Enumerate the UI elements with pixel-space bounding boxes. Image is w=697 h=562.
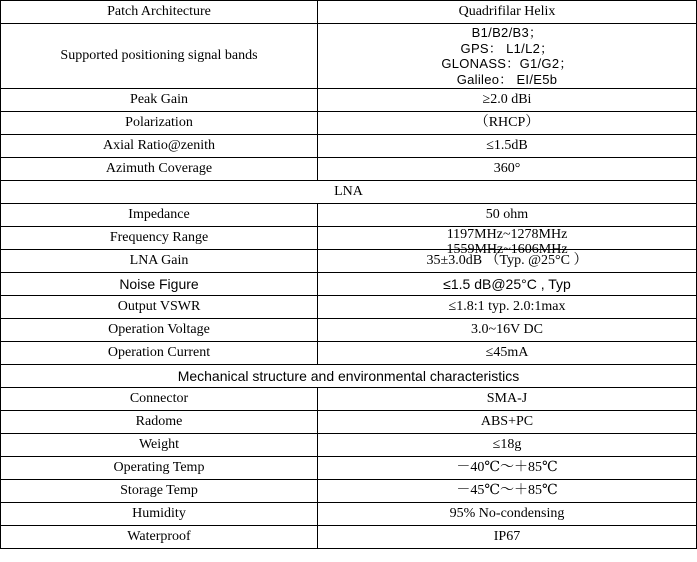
cell-value: （RHCP） <box>318 112 697 135</box>
cell-label: Waterproof <box>1 526 318 549</box>
table-row <box>1 296 697 319</box>
cell-label: Connector <box>1 388 318 411</box>
table-row <box>1 457 697 480</box>
table-section-row <box>1 365 697 388</box>
cell-value: 35±3.0dB （Typ. @25°C ） <box>318 250 697 273</box>
table-row <box>1 250 697 273</box>
section-header-lna: LNA <box>1 181 697 204</box>
band-glonass: GLONASS：G1/G2； <box>441 56 573 71</box>
table-row <box>1 526 697 549</box>
table-row <box>1 204 697 227</box>
table-row <box>1 135 697 158</box>
cell-value: 95% No-condensing <box>318 503 697 526</box>
frequency-range-2: 1559MHz~1606MHz <box>446 242 568 257</box>
table-row <box>1 89 697 112</box>
cell-label: Frequency Range <box>1 227 318 250</box>
table-row <box>1 227 697 250</box>
cell-value: IP67 <box>318 526 697 549</box>
cell-label: Axial Ratio@zenith <box>1 135 318 158</box>
cell-value: 50 ohm <box>318 204 697 227</box>
cell-label: Impedance <box>1 204 318 227</box>
cell-label: Polarization <box>1 112 318 135</box>
frequency-range-1: 1197MHz~1278MHz <box>446 227 568 242</box>
cell-value-bands <box>318 24 697 89</box>
cell-value: ≤1.5 dB@25°C , Typ <box>318 273 697 296</box>
table-row <box>1 342 697 365</box>
cell-value: 360° <box>318 158 697 181</box>
table-section-row <box>1 181 697 204</box>
band-galileo: Galileo： EI/E5b <box>456 71 558 87</box>
cell-value: SMA-J <box>318 388 697 411</box>
cell-label: Weight <box>1 434 318 457</box>
cell-label: Operation Voltage <box>1 319 318 342</box>
cell-value: ≤1.8:1 typ. 2.0:1max <box>318 296 697 319</box>
table-row <box>1 434 697 457</box>
cell-label: Output VSWR <box>1 296 318 319</box>
band-gps: GPS： L1/L2； <box>460 40 554 56</box>
table-row <box>1 480 697 503</box>
table-row <box>1 503 697 526</box>
table-row <box>1 319 697 342</box>
cell-label: Azimuth Coverage <box>1 158 318 181</box>
cell-value: Quadrifilar Helix <box>318 1 697 24</box>
table-row <box>1 411 697 434</box>
cell-label: LNA Gain <box>1 250 318 273</box>
cell-value: －40℃～＋85℃ <box>318 457 697 480</box>
cell-label: Supported positioning signal bands <box>1 24 318 89</box>
cell-value: ≤18g <box>318 434 697 457</box>
section-header-mechanical: Mechanical structure and environmental characteristics <box>1 365 697 388</box>
table-row <box>1 1 697 24</box>
cell-label: Noise Figure <box>1 273 318 296</box>
table-row <box>1 24 697 89</box>
cell-value: ≤45mA <box>318 342 697 365</box>
cell-label: Patch Architecture <box>1 1 318 24</box>
table-row <box>1 112 697 135</box>
table-row <box>1 388 697 411</box>
cell-value: ABS+PC <box>318 411 697 434</box>
cell-label: Peak Gain <box>1 89 318 112</box>
cell-label: Storage Temp <box>1 480 318 503</box>
cell-value: ≥2.0 dBi <box>318 89 697 112</box>
table-row <box>1 158 697 181</box>
cell-value: ≤1.5dB <box>318 135 697 158</box>
cell-value-frequency <box>318 227 697 257</box>
band-bds: B1/B2/B3； <box>471 25 543 40</box>
cell-label: Operation Current <box>1 342 318 365</box>
cell-value: －45℃～＋85℃ <box>318 480 697 503</box>
cell-label: Radome <box>1 411 318 434</box>
table-row <box>1 273 697 296</box>
cell-value: 3.0~16V DC <box>318 319 697 342</box>
cell-label: Operating Temp <box>1 457 318 480</box>
cell-label: Humidity <box>1 503 318 526</box>
